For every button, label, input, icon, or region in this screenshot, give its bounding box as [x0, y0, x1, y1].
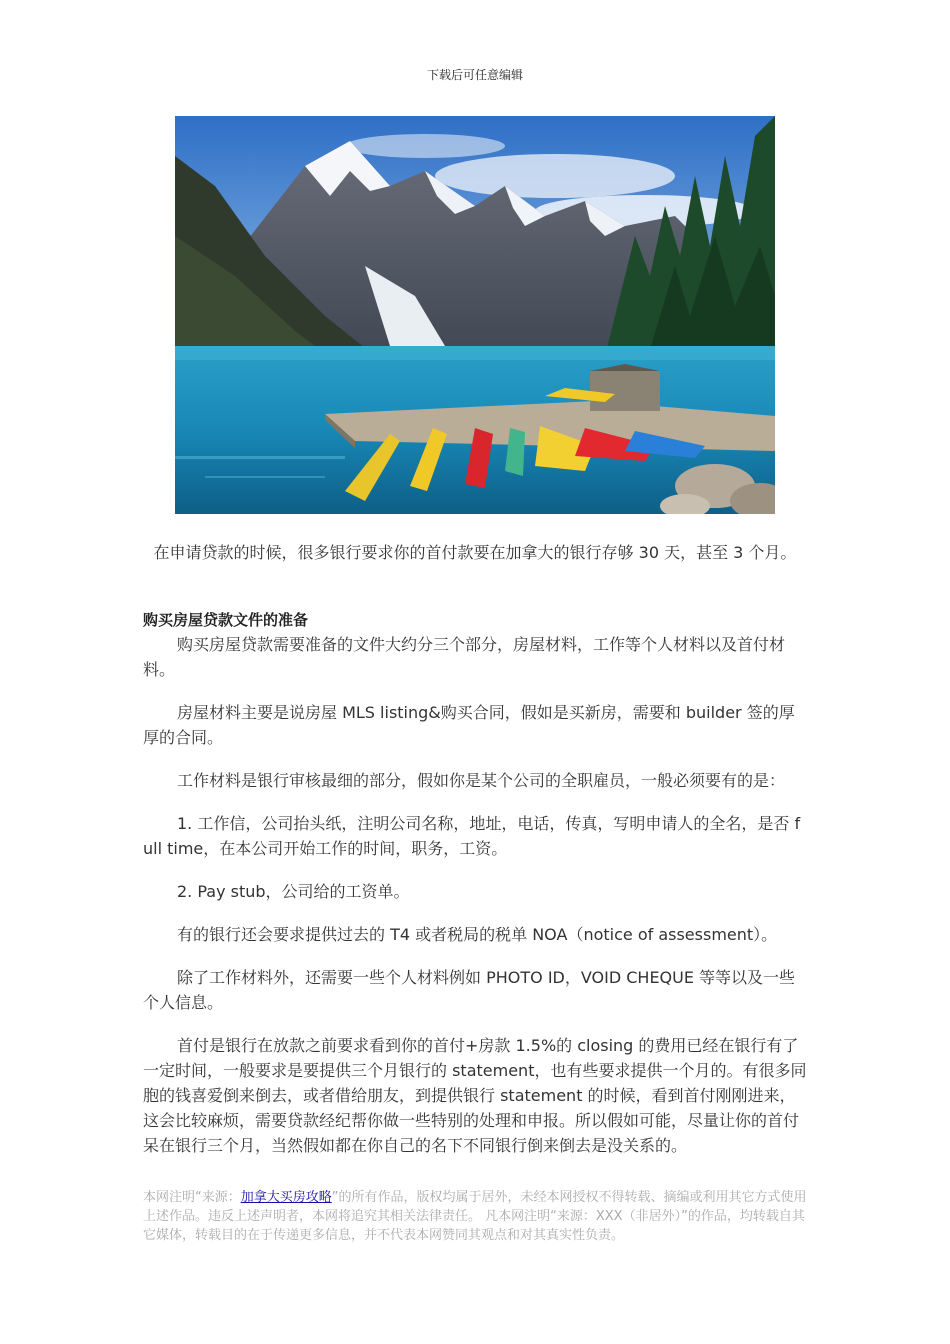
paragraph: 购买房屋贷款需要准备的文件大约分三个部分，房屋材料，工作等个人材料以及首付材料。 [143, 635, 786, 679]
page-header: 下载后可任意编辑 [426, 68, 523, 82]
paragraph: 2. Pay stub，公司给的工资单。 [177, 882, 410, 901]
photo-caption: 在申请贷款的时候，很多银行要求你的首付款要在加拿大的银行存够 30 天，甚至 3 个月。 [153, 543, 797, 562]
paragraph: 首付是银行在放款之前要求看到你的首付+房款 1.5%的 closing 的费用已经在银行有了一定时间，一般要求是要提供三个月银行的 statement，也有些要求提供一个月的。有很多同胞的钱喜爱倒来倒去，或者借给朋友，到提供银行 statement 的时候，看到首付刚刚进来，这会比较麻烦，需要贷款经纪帮你做一些特别的处理和申报。所以假如可能，尽量让你的首付呆在银行三个月，当然假如都在你自己的名下不同银行倒来倒去是没关系的。 [143, 1036, 807, 1155]
notice-suffix: ”的所有作品，版权均属于居外，未经本网授权不得转载、摘编或利用其它方式使用上述作品。违反上述声明者，本网将追究其相关法律责任。 凡本网注明“来源：XXX（非居外）”的作品，均转载自其它媒体，转载目的在于传递更多信息，并不代表本网赞同其观点和对其真实性负责。 [143, 1190, 807, 1243]
section-title: 购买房屋贷款文件的准备 [143, 611, 309, 629]
paragraph: 房屋材料主要是说房屋 MLS listing&购买合同，假如是买新房，需要和 builder 签的厚厚的合同。 [143, 703, 795, 747]
source-link[interactable]: 加拿大买房攻略 [240, 1190, 332, 1205]
notice-prefix: 本网注明“来源： [143, 1190, 241, 1205]
lake-canoes-photo [175, 116, 775, 514]
paragraph: 有的银行还会要求提供过去的 T4 或者税局的税单 NOA（notice of assessment）。 [177, 925, 778, 944]
paragraph: 除了工作材料外，还需要一些个人材料例如 PHOTO ID，VOID CHEQUE 等等以及一些个人信息。 [143, 968, 796, 1012]
paragraph: 1. 工作信，公司抬头纸，注明公司名称，地址，电话，传真，写明申请人的全名，是否 full time，在本公司开始工作的时间，职务，工资。 [143, 814, 801, 858]
article-body [143, 608, 807, 1158]
copyright-notice [143, 1188, 807, 1245]
paragraph: 工作材料是银行审核最细的部分，假如你是某个公司的全职雇员，一般必须要有的是： [177, 771, 786, 790]
